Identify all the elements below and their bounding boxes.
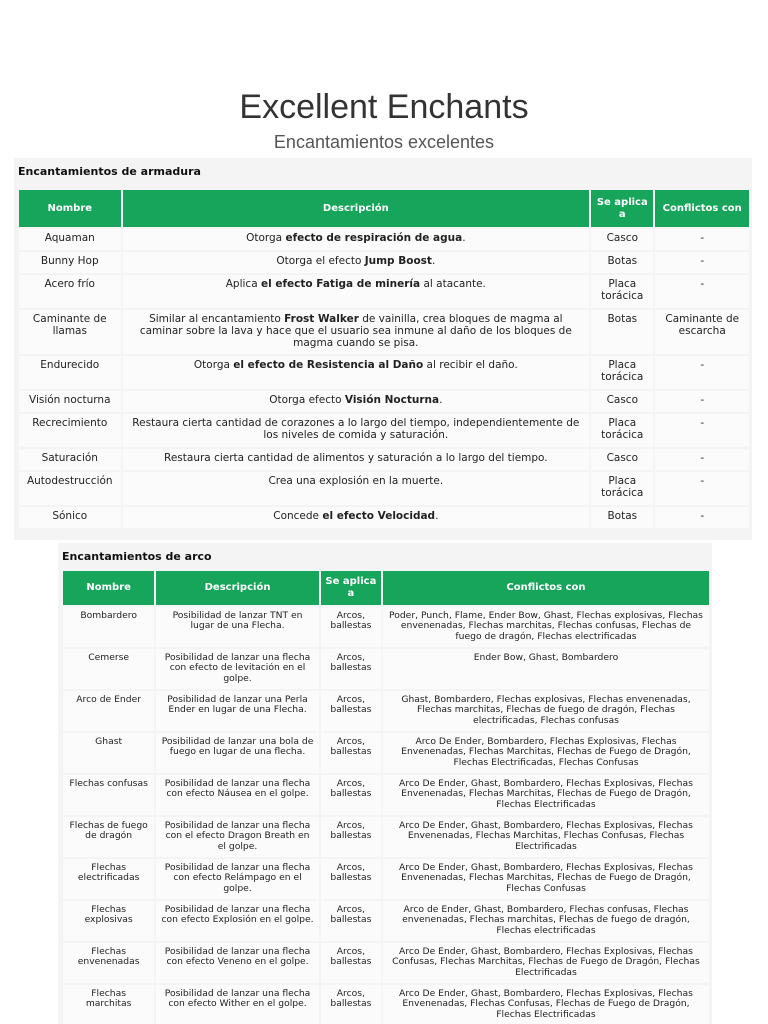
enchant-description: [123, 507, 590, 528]
table-row: [63, 817, 709, 857]
description-emphasis: Frost Walker: [284, 313, 359, 325]
enchant-conflicts: -: [655, 252, 749, 273]
enchant-applies-to: Arcos, ballestas: [321, 859, 381, 899]
enchant-applies-to: Placa torácica: [591, 356, 653, 389]
table-row: [63, 859, 709, 899]
description-text: Otorga efecto: [269, 394, 345, 406]
table-row: [63, 901, 709, 941]
enchant-applies-to: Placa torácica: [591, 275, 653, 308]
enchant-description: Posibilidad de lanzar una flecha con efecto Veneno en el golpe.: [156, 943, 319, 983]
table-row: [63, 775, 709, 815]
enchant-name: Recrecimiento: [19, 414, 121, 447]
table-row: [63, 649, 709, 689]
bow-enchants-panel: [58, 543, 712, 1024]
enchant-name: Caminante de llamas: [19, 310, 121, 354]
enchant-applies-to: Casco: [591, 449, 653, 470]
table-row: [19, 356, 749, 389]
enchant-name: Sónico: [19, 507, 121, 528]
enchant-name: Acero frío: [19, 275, 121, 308]
table-row: [63, 691, 709, 731]
table-row: [63, 607, 709, 647]
enchant-name: Ghast: [63, 733, 154, 773]
enchant-name: Endurecido: [19, 356, 121, 389]
enchant-applies-to: Arcos, ballestas: [321, 943, 381, 983]
description-text-end: de vainilla, crea bloques de magma al caminar sobre la lava y hace que el usuario sea inmune al daño de los bloques de magma cuando se pisa.: [139, 313, 572, 349]
description-text: Restaura cierta cantidad de alimentos y saturación a lo largo del tiempo.: [164, 452, 548, 464]
col-header-name: Nombre: [19, 190, 121, 227]
enchant-conflicts: Ender Bow, Ghast, Bombardero: [383, 649, 709, 689]
enchant-applies-to: Arcos, ballestas: [321, 901, 381, 941]
enchant-conflicts: -: [655, 229, 749, 250]
page-subtitle: Encantamientos excelentes: [273, 132, 495, 152]
enchant-name: Aquaman: [19, 229, 121, 250]
enchant-name: Cemerse: [63, 649, 154, 689]
enchant-name: Bombardero: [63, 607, 154, 647]
enchant-description: [123, 275, 590, 308]
table-row: [19, 507, 749, 528]
col-header-applies: Se aplica a: [591, 190, 653, 227]
enchant-name: Autodestrucción: [19, 472, 121, 505]
enchant-applies-to: Arcos, ballestas: [321, 985, 381, 1024]
enchant-applies-to: Casco: [591, 229, 653, 250]
enchant-description: Posibilidad de lanzar una flecha con el efecto Dragon Breath en el golpe.: [156, 817, 319, 857]
enchant-description: [123, 449, 590, 470]
table-row: [19, 414, 749, 447]
enchant-description: [123, 229, 590, 250]
enchant-name: Flechas envenenadas: [63, 943, 154, 983]
enchant-description: Posibilidad de lanzar una flecha con efecto Explosión en el golpe.: [156, 901, 319, 941]
enchant-name: Arco de Ender: [63, 691, 154, 731]
armor-section-heading: Encantamientos de armadura: [18, 165, 201, 178]
enchant-applies-to: Placa torácica: [591, 414, 653, 447]
description-emphasis: Jump Boost: [364, 255, 432, 267]
armor-enchants-table: [17, 188, 751, 530]
enchant-description: Posibilidad de lanzar TNT en lugar de una Flecha.: [156, 607, 319, 647]
enchant-applies-to: Casco: [591, 391, 653, 412]
enchant-applies-to: Botas: [591, 310, 653, 354]
enchant-conflicts: Arco de Ender, Ghast, Bombardero, Flechas confusas, Flechas envenenadas, Flechas marchitas, Flechas de fuego de dragón, Flechas electrificadas: [383, 901, 709, 941]
description-text-end: .: [431, 255, 436, 267]
description-text-end: .: [435, 510, 439, 522]
enchant-name: Flechas marchitas: [63, 985, 154, 1024]
bow-section-heading: Encantamientos de arco: [62, 550, 212, 563]
description-emphasis: Visión Nocturna: [344, 394, 440, 406]
description-emphasis: el efecto de Resistencia al Daño: [233, 359, 424, 371]
enchant-conflicts: Caminante de escarcha: [655, 310, 749, 354]
page-title: Excellent Enchants: [239, 88, 529, 126]
enchant-applies-to: Arcos, ballestas: [321, 607, 381, 647]
col-header-description: Descripción: [156, 571, 319, 605]
enchant-applies-to: Placa torácica: [591, 472, 653, 505]
enchant-description: [123, 391, 590, 412]
enchant-description: Posibilidad de lanzar una flecha con efecto Relámpago en el golpe.: [156, 859, 319, 899]
table-row: [19, 391, 749, 412]
enchant-description: [123, 356, 590, 389]
enchant-description: Posibilidad de lanzar una bola de fuego en lugar de una flecha.: [156, 733, 319, 773]
col-header-name: Nombre: [63, 571, 154, 605]
table-row: [19, 310, 749, 354]
enchant-conflicts: Arco De Ender, Ghast, Bombardero, Flechas Explosivas, Flechas Envenenadas, Flechas Confusas, Flechas de Fuego de Dragón, Flechas Electrificadas: [383, 985, 709, 1024]
table-row: [63, 985, 709, 1024]
col-header-conflicts: Conflictos con: [383, 571, 709, 605]
enchant-conflicts: -: [655, 449, 749, 470]
description-text: Restaura cierta cantidad de corazones a lo largo del tiempo, independientemente de los niveles de comida y saturación.: [132, 417, 580, 441]
table-row: [63, 943, 709, 983]
enchant-description: [123, 414, 590, 447]
description-text: Concede: [273, 510, 323, 522]
enchant-conflicts: -: [655, 472, 749, 505]
col-header-description: Descripción: [123, 190, 590, 227]
enchant-conflicts: Arco De Ender, Ghast, Bombardero, Flechas Explosivas, Flechas Envenenadas, Flechas Marchitas, Flechas Confusas, Flechas Electrificadas: [383, 817, 709, 857]
table-row: [63, 733, 709, 773]
enchant-conflicts: -: [655, 391, 749, 412]
table-row: [19, 229, 749, 250]
enchant-conflicts: Arco De Ender, Bombardero, Flechas Explosivas, Flechas Envenenadas, Flechas Marchitas, Flechas de Fuego de Dragón, Flechas Electrificadas, Flechas Confusas: [383, 733, 709, 773]
enchant-name: Flechas de fuego de dragón: [63, 817, 154, 857]
enchant-conflicts: Ghast, Bombardero, Flechas explosivas, Flechas envenenadas, Flechas marchitas, Flechas de fuego de dragón, Flechas electrificadas, Flechas confusas: [383, 691, 709, 731]
enchant-applies-to: Arcos, ballestas: [321, 649, 381, 689]
enchant-name: Flechas explosivas: [63, 901, 154, 941]
enchant-description: Posibilidad de lanzar una Perla Ender en lugar de una Flecha.: [156, 691, 319, 731]
enchant-applies-to: Arcos, ballestas: [321, 733, 381, 773]
table-row: [19, 252, 749, 273]
enchant-applies-to: Arcos, ballestas: [321, 775, 381, 815]
enchant-conflicts: Arco De Ender, Ghast, Bombardero, Flechas Explosivas, Flechas Envenenadas, Flechas Marchitas, Flechas de Fuego de Dragón, Flechas Electrificadas: [383, 775, 709, 815]
description-text: Otorga: [193, 359, 234, 371]
enchant-description: Posibilidad de lanzar una flecha con efecto Náusea en el golpe.: [156, 775, 319, 815]
enchant-applies-to: Arcos, ballestas: [321, 691, 381, 731]
enchant-conflicts: Arco De Ender, Ghast, Bombardero, Flechas Explosivas, Flechas Confusas, Flechas Marchitas, Flechas de Fuego de Dragón, Flechas Electrificadas: [383, 943, 709, 983]
enchant-conflicts: -: [655, 414, 749, 447]
bow-table-body: [63, 607, 709, 1024]
description-text: Similar al encantamiento: [149, 313, 285, 325]
enchant-name: Saturación: [19, 449, 121, 470]
enchant-name: Visión nocturna: [19, 391, 121, 412]
description-text: Otorga el efecto: [276, 255, 365, 267]
enchant-conflicts: Poder, Punch, Flame, Ender Bow, Ghast, Flechas explosivas, Flechas envenenadas, Flechas marchitas, Flechas confusas, Flechas de fuego de dragón, Flechas electrificadas: [383, 607, 709, 647]
enchant-applies-to: Arcos, ballestas: [321, 817, 381, 857]
table-row: [19, 449, 749, 470]
enchant-conflicts: -: [655, 275, 749, 308]
armor-enchants-panel: [14, 158, 752, 540]
enchant-description: [123, 472, 590, 505]
enchant-description: [123, 252, 590, 273]
description-text-end: al recibir el daño.: [423, 359, 518, 371]
col-header-applies: Se aplica a: [321, 571, 381, 605]
enchant-conflicts: -: [655, 507, 749, 528]
armor-table-body: [19, 229, 749, 528]
enchant-name: Flechas confusas: [63, 775, 154, 815]
table-row: [19, 275, 749, 308]
description-text: Aplica: [225, 278, 261, 290]
description-emphasis: efecto de respiración de agua: [285, 232, 463, 244]
bow-enchants-table: [61, 569, 711, 1024]
enchant-name: Bunny Hop: [19, 252, 121, 273]
description-text-end: .: [439, 394, 443, 406]
enchant-description: Posibilidad de lanzar una flecha con efecto de levitación en el golpe.: [156, 649, 319, 689]
table-row: [19, 472, 749, 505]
enchant-conflicts: -: [655, 356, 749, 389]
description-emphasis: el efecto Velocidad: [322, 510, 436, 522]
enchant-description: [123, 310, 590, 354]
description-text: Crea una explosión en la muerte.: [268, 475, 444, 487]
enchant-conflicts: Arco De Ender, Ghast, Bombardero, Flechas Explosivas, Flechas Envenenadas, Flechas Marchitas, Flechas de Fuego de Dragón, Flechas Confusas: [383, 859, 709, 899]
description-text-end: al atacante.: [420, 278, 486, 290]
col-header-conflicts: Conflictos con: [655, 190, 749, 227]
enchant-name: Flechas electrificadas: [63, 859, 154, 899]
enchant-applies-to: Botas: [591, 507, 653, 528]
description-text: Otorga: [246, 232, 286, 244]
enchant-description: Posibilidad de lanzar una flecha con efecto Wither en el golpe.: [156, 985, 319, 1024]
description-emphasis: el efecto Fatiga de minería: [260, 278, 421, 290]
description-text-end: .: [462, 232, 466, 244]
enchant-applies-to: Botas: [591, 252, 653, 273]
